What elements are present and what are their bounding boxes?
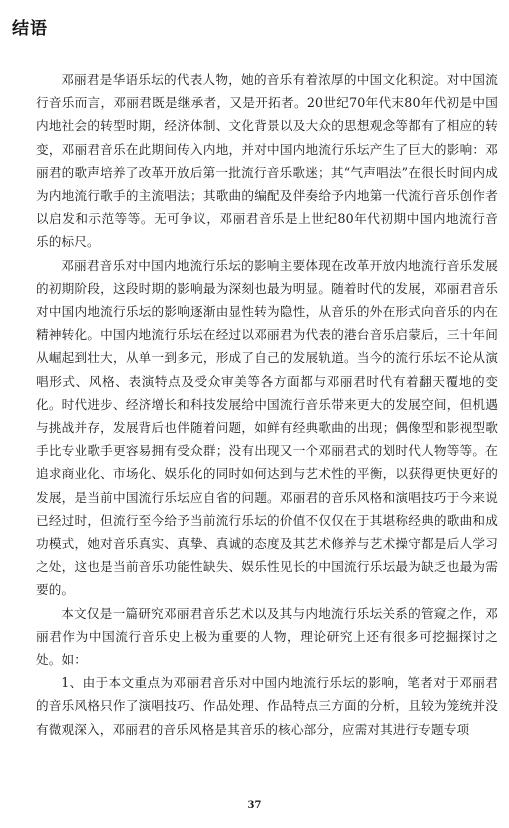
- paragraph-2: 邓丽君音乐对中国内地流行乐坛的影响主要体现在改革开放内地流行音乐发展的初期阶段，这段时期的影响最为深刻也最为明显。随着时代的发展，邓丽君音乐对中国内地流行乐坛的影响逐渐由显性转为隐性，从音乐的外在形式向音乐的内在精神转化。中国内地流行乐坛在经过以邓丽君为代表的港台音乐启蒙后，三十年间从崛起到壮大，从单一到多元，形成了自己的发展轨道。当今的流行乐坛不论从演唱形式、风格、表演特点及受众审美等各方面都与邓丽君时代有着翻天覆地的变化。时代进步、经济增长和科技发展给中国流行音乐带来更大的发展空间，但机遇与挑战并存，发展背后也伴随着问题，如鲜有经典歌曲的出现；偶像型和影视型歌手比专业歌手更容易拥有受众群；没有出现又一个邓丽君式的划时代人物等等。在追求商业化、市场化、娱乐化的同时如何达到与艺术性的平衡，以获得更快更好的发展，是当前中国流行乐坛应自省的问题。邓丽君的音乐风格和演唱技巧于今来说已经过时，但流行至今给予当前流行乐坛的价值不仅仅在于其堪称经典的歌曲和成功模式，她对音乐真实、真挚、真诚的态度及其艺术修养与艺术操守都是后人学习之处，这也是当前音乐功能性缺失、娱乐性见长的中国流行乐坛最为缺乏也最为需要的。: [36, 257, 498, 598]
- paragraph-3: 本文仅是一篇研究邓丽君音乐艺术以及其与内地流行乐坛关系的管窥之作，邓丽君作为中国流行音乐史上极为重要的人物，理论研究上还有很多可挖掘探讨之处。如：: [36, 605, 498, 668]
- paragraph-4: 1、由于本文重点为邓丽君音乐对中国内地流行乐坛的影响，笔者对于邓丽君的音乐风格只作了演唱技巧、作品处理、作品特点三方面的分析，且较为笼统并没有微观深入，邓丽君的音乐风格是其音乐的核心部分，应需对其进行专题专项: [36, 675, 498, 737]
- body-text: [36, 68, 498, 741]
- page-number: 37: [247, 800, 262, 811]
- section-title: 结语: [12, 19, 48, 39]
- paragraph-1: 邓丽君是华语乐坛的代表人物，她的音乐有着浓厚的中国文化积淀。对中国流行音乐而言，邓丽君既是继承者，又是开拓者。20世纪70年代末80年代初是中国内地社会的转型时期，经济体制、文化背景以及大众的思想观念等都有了相应的转变，邓丽君音乐在此期间传入内地，并对中国内地流行乐坛产生了巨大的影响：邓丽君的歌声培养了改革开放后第一批流行音乐歌迷；其“气声唱法”在很长时间内成为内地流行歌手的主流唱法；其歌曲的编配及伴奏给予内地第一代流行音乐创作者以启发和示范等等。无可争议，邓丽君音乐是上世纪80年代初期中国内地流行音乐的标尺。: [36, 72, 498, 250]
